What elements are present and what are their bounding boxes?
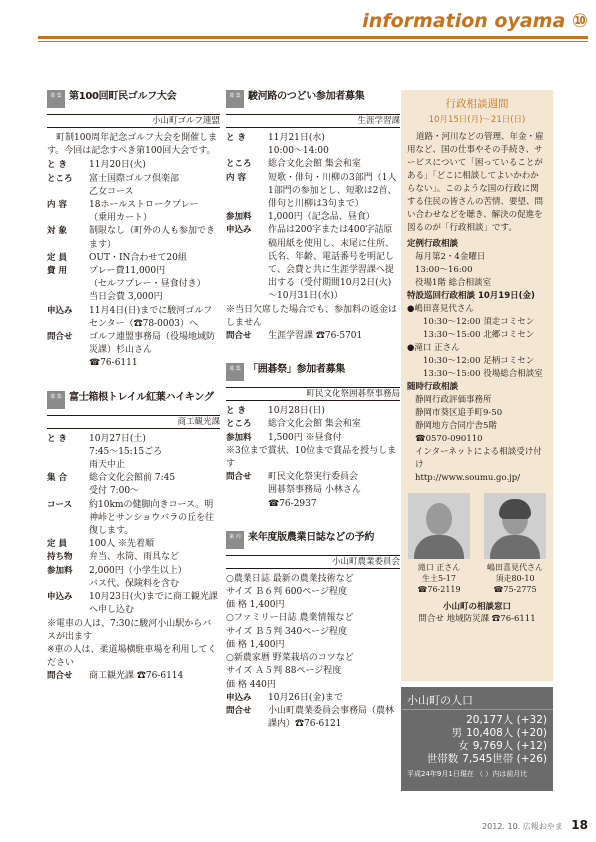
- population-male: 男 10,408人 (+20): [451, 727, 547, 739]
- info-row: [47, 433, 220, 473]
- consultant-2-addr: 須走80-10: [495, 574, 535, 583]
- population-households: 世帯数 7,545世帯 (+26): [426, 753, 547, 765]
- info-row-label: と き: [226, 133, 246, 143]
- suruga-contact-value: 生涯学習課 ☎76-5701: [268, 331, 363, 342]
- text-line: 13:30～15:00 北郷コミセン: [423, 330, 535, 340]
- info-row: [47, 591, 220, 617]
- info-row: [47, 538, 220, 551]
- info-row: [226, 132, 400, 158]
- info-row-label: 申込み: [226, 225, 252, 236]
- anytime-heading: 随時行政相談: [407, 382, 459, 392]
- info-row-value: 富士国際ゴルフ倶楽部 乙女コース: [89, 173, 180, 197]
- text-line: http://www.soumu.go.jp/: [415, 473, 521, 483]
- info-row: [47, 305, 220, 331]
- consultant-1-addr: 生土5-17: [422, 574, 456, 583]
- igo-notes: ※3位まで賞状、10位まで賞品を授与します: [226, 445, 397, 470]
- info-row-label: 持ち物: [47, 552, 73, 563]
- consult-window-title: 小山町の相談窓口: [442, 602, 511, 612]
- text-line: サイズ Ｂ５判 340ページ程度: [226, 626, 348, 637]
- info-row-label: 内 容: [226, 172, 246, 183]
- text-line: ●滝口 正さん: [407, 343, 460, 353]
- info-row-label: ところ: [47, 173, 73, 184]
- info-row-value: 10月28日(日): [268, 406, 325, 417]
- diary-org: 小山町農業委員会: [226, 555, 400, 569]
- info-row: [226, 211, 400, 224]
- info-row-label: 参加料: [226, 432, 252, 443]
- info-row-value: 約10kmの健脚向きコース。明神峠とサンショウバラの丘を往復します。: [89, 499, 215, 537]
- igo-section: [226, 363, 400, 511]
- info-row: [226, 158, 400, 171]
- population-rows: [401, 710, 553, 766]
- hike-section: [47, 391, 220, 684]
- suruga-contact: [226, 330, 400, 343]
- info-row-label: 問合せ: [226, 705, 252, 716]
- golf-org: 小山町ゴルフ連盟: [47, 114, 220, 128]
- info-row-value: 総合文化会館 集会和室: [268, 159, 361, 170]
- info-row-label: 内 容: [47, 200, 67, 211]
- hike-org: 商工観光課: [47, 415, 220, 429]
- info-row-value: 1,000円（記念品、昼食）: [268, 212, 375, 223]
- info-row-label: 費 用: [47, 266, 67, 277]
- suruga-notes: ※当日欠席した場合でも、参加料の返金はしません: [226, 304, 398, 328]
- info-row: [47, 199, 220, 225]
- consultation-box: [401, 90, 553, 681]
- info-row-value: プレー費11,000円 （セルフプレー・昼食付き） 当日会費 3,000円: [89, 266, 206, 303]
- suruga-title: 駿河路のつどい参加者募集: [248, 91, 365, 102]
- igo-contact-value: 町民文化祭実行委員会 囲碁祭事務局 小林さん ☎76-2937: [268, 472, 361, 509]
- info-row-label: と き: [226, 406, 246, 417]
- hike-title: 富士箱根トレイル紅葉ハイキング: [69, 391, 214, 403]
- consultant-2-name: 嶋田喜見代さん: [487, 563, 543, 572]
- golf-title: 第100回町民ゴルフ大会: [69, 91, 177, 102]
- consult-window: [401, 601, 553, 625]
- info-row-label: 定 員: [47, 539, 67, 550]
- igo-rows: [226, 405, 400, 445]
- info-row-value: 11月20日(火): [89, 160, 146, 171]
- text-line: ○新農家暦 野菜栽培のコツなど: [226, 653, 354, 664]
- suruga-contact-label: 問合せ: [226, 331, 252, 342]
- population-title: 小山町の人口: [401, 687, 553, 710]
- hike-contact-label: 問合せ: [47, 671, 73, 682]
- text-line: サイズ Ｂ６判 600ページ程度: [226, 587, 348, 598]
- text-line: 価 格 440円: [226, 679, 276, 690]
- info-row: [47, 499, 220, 539]
- consult-dates: 10月15日(月)～21日(日): [428, 115, 526, 125]
- info-row-label: 定 員: [47, 252, 67, 263]
- golf-intro: 町制100周年記念ゴルフ大会を開催します。今回は記念すべき第100回大会です。: [47, 133, 218, 157]
- text-line: インターネットによる相談受け付け: [415, 447, 542, 470]
- suruga-section: [226, 90, 400, 343]
- text-line: 価 格 1,400円: [226, 639, 285, 650]
- consultant-2-photo: [484, 493, 546, 559]
- diary-badge: 案 内: [226, 531, 244, 549]
- header-rule-thin: [38, 41, 588, 42]
- info-row-value: 10月23日(火)までに商工観光課へ申し込む: [89, 592, 218, 616]
- consultant-photos: [401, 491, 553, 595]
- info-row-value: 小山町農業委員会事務局（農林課内）☎76-6121: [268, 705, 395, 730]
- diary-rows: [226, 692, 400, 732]
- text-line: 10:30～12:00 足柄コミセン: [423, 356, 535, 366]
- text-line: ☎0570-090110: [415, 434, 483, 444]
- info-row-value: 18ホールストロークプレー （乗用カート）: [89, 200, 199, 224]
- hike-contact: [47, 670, 220, 683]
- info-row-label: 問合せ: [47, 332, 73, 343]
- text-line: 静岡市葵区追手町9-50: [415, 408, 503, 418]
- info-row-label: 申込み: [47, 305, 73, 316]
- info-row-value: 11月21日(水) 10:00～14:00: [268, 133, 329, 157]
- info-row-label: 申込み: [226, 692, 252, 703]
- info-row-value: 総合文化会館前 7:45 受付 7:00～: [89, 473, 176, 497]
- info-row: [226, 705, 400, 731]
- regular-heading: 定例行政相談: [407, 239, 459, 249]
- page-header-title: information oyama ⑩: [362, 10, 588, 32]
- info-row-value: 制限なし（町外の人も参加できます）: [89, 226, 216, 250]
- info-row-label: ところ: [226, 419, 252, 430]
- info-row: [226, 172, 400, 212]
- text-line: 13:30～15:00 役場総合相談室: [423, 369, 543, 379]
- text-line: サイズ Ａ５判 88ページ程度: [226, 666, 342, 677]
- consultant-1-name: 滝口 正さん: [417, 563, 461, 572]
- page-footer: [400, 818, 588, 832]
- consult-title: 行政相談週間: [445, 98, 509, 110]
- population-total: 20,177人 (+32): [466, 714, 547, 726]
- anytime-lines: [407, 394, 547, 485]
- header-rule: [38, 36, 588, 39]
- consult-intro: 道路・河川などの管理、年金・雇用など、国の仕事やその手続き、サービスについて「困っていることがある」「どこに相談してよいかわからない」。このような国の行政に関する住民の皆さんの苦情、要望、問い合わせなどを聴き、解決の促進を図るのが「行政相談」です。: [407, 132, 544, 233]
- text-line: 静岡地方合同庁舎5階: [415, 421, 497, 431]
- igo-badge: 募 集: [226, 363, 244, 381]
- text-line: ○ファミリー日誌 農業情報など: [226, 613, 354, 624]
- text-line: 価 格 1,400円: [226, 600, 285, 611]
- text-line: 13:00～16:00: [415, 265, 473, 275]
- diary-section: [226, 531, 400, 731]
- igo-contact: [226, 471, 400, 511]
- text-line: 役場1階 総合相談室: [415, 278, 492, 288]
- hike-rows: [47, 433, 220, 618]
- hike-badge: 募 集: [47, 391, 65, 409]
- info-row-value: 弁当、水筒、雨具など: [89, 552, 180, 563]
- info-row-label: 参加料: [226, 212, 252, 223]
- info-row: [47, 252, 220, 265]
- info-row-label: コース: [47, 499, 73, 510]
- info-row-value: 総合文化会館 集会和室: [268, 419, 361, 430]
- golf-badge: 募 集: [47, 90, 65, 108]
- info-row-label: 集 合: [47, 473, 67, 484]
- consultant-2: [483, 493, 547, 595]
- info-row: [226, 418, 400, 431]
- diary-lines: [226, 573, 400, 692]
- population-note: 平成24年9月1日現在 （ ）内は前月比: [407, 770, 528, 778]
- text-line: 静岡行政評価事務所: [415, 395, 492, 405]
- info-row-value: 10月26日(金)まで: [268, 692, 343, 703]
- info-row-value: OUT・IN合わせて20組: [89, 252, 187, 263]
- igo-contact-label: 問合せ: [226, 472, 252, 483]
- igo-title: 「囲碁祭」参加者募集: [248, 364, 345, 376]
- special-heading: 特設巡回行政相談 10月19日(金): [407, 291, 535, 301]
- info-row-value: 100人 ※先着順: [89, 539, 155, 550]
- info-row: [226, 405, 400, 418]
- consultant-1-tel: ☎76-2119: [417, 585, 461, 594]
- info-row: [47, 565, 220, 591]
- info-row-label: と き: [47, 433, 67, 444]
- hike-contact-value: 商工観光課 ☎76-6114: [89, 671, 184, 682]
- text-line: ●嶋田喜見代さん: [407, 304, 474, 314]
- consult-window-contact: 問合せ 地域防災課 ☎76-6111: [418, 614, 536, 624]
- consultant-1: [407, 493, 471, 595]
- golf-rows: [47, 159, 220, 370]
- suruga-rows: [226, 132, 400, 304]
- consultant-1-photo: [408, 493, 470, 559]
- column-left: [47, 90, 220, 690]
- info-row: [226, 432, 400, 445]
- igo-org: 町民文化祭囲碁祭事務局: [226, 387, 400, 401]
- special-lines: [407, 303, 547, 381]
- info-row-value: 2,000円（小学生以上） バス代、保険料を含む: [89, 565, 187, 589]
- info-row-value: ゴルフ連盟事務局（役場地域防災課）杉山さん ☎76-6111: [89, 332, 216, 369]
- info-row-label: 対 象: [47, 226, 67, 237]
- consultant-2-tel: ☎75-2775: [493, 585, 537, 594]
- info-row-value: 1,500円 ※昼食付: [268, 432, 342, 443]
- info-row: [47, 159, 220, 172]
- golf-section: [47, 90, 220, 371]
- info-row: [47, 551, 220, 564]
- info-row: [47, 173, 220, 199]
- population-box: [401, 687, 553, 791]
- suruga-org: 生涯学習課: [226, 114, 400, 128]
- info-row-value: 短歌・俳句・川柳の3部門（1人1部門の参加とし、短歌は2首、俳句と川柳は3句まで）: [268, 172, 397, 210]
- population-female: 女 9,769人 (+12): [458, 740, 547, 752]
- text-line: 10:30～12:00 須走コミセン: [423, 317, 535, 327]
- info-row-value: 10月27日(土) 7:45～15:15ごろ 雨天中止: [89, 433, 163, 471]
- info-row-label: と き: [47, 160, 67, 171]
- hike-notes: ※電車の人は、7:30に駿河小山駅からバスが出ます ※車の人は、柔道場横駐車場を利用してください: [47, 618, 217, 669]
- footer-issue: 2012. 10. 広報おやま: [482, 822, 563, 831]
- info-row-label: 参加料: [47, 565, 73, 576]
- column-middle: [226, 90, 400, 737]
- info-row: [226, 224, 400, 303]
- info-row-label: 申込み: [47, 592, 73, 603]
- diary-title: 来年度版農業日誌などの予約: [248, 531, 375, 543]
- page-number: 18: [571, 818, 588, 832]
- info-row: [47, 265, 220, 305]
- info-row: [47, 225, 220, 251]
- info-row: [47, 331, 220, 371]
- text-line: ○農業日誌 最新の農業技術など: [226, 573, 354, 584]
- info-row-value: 11月4日(日)までに駿河ゴルフセンター（☎78-0003）へ: [89, 305, 213, 329]
- info-row: [226, 692, 400, 705]
- info-row-value: 作品は200字または400字詰原稿用紙を使用し、末尾に住所、氏名、年齢、電話番号を明記して、会費と共に生涯学習課へ提出する（受付期間10月2日(火)～10月31日(水)）: [268, 225, 395, 302]
- suruga-badge: 募 集: [226, 90, 244, 108]
- info-row: [47, 472, 220, 498]
- info-row-label: ところ: [226, 159, 252, 170]
- regular-lines: [407, 251, 547, 290]
- text-line: 毎月第2・4金曜日: [415, 252, 486, 262]
